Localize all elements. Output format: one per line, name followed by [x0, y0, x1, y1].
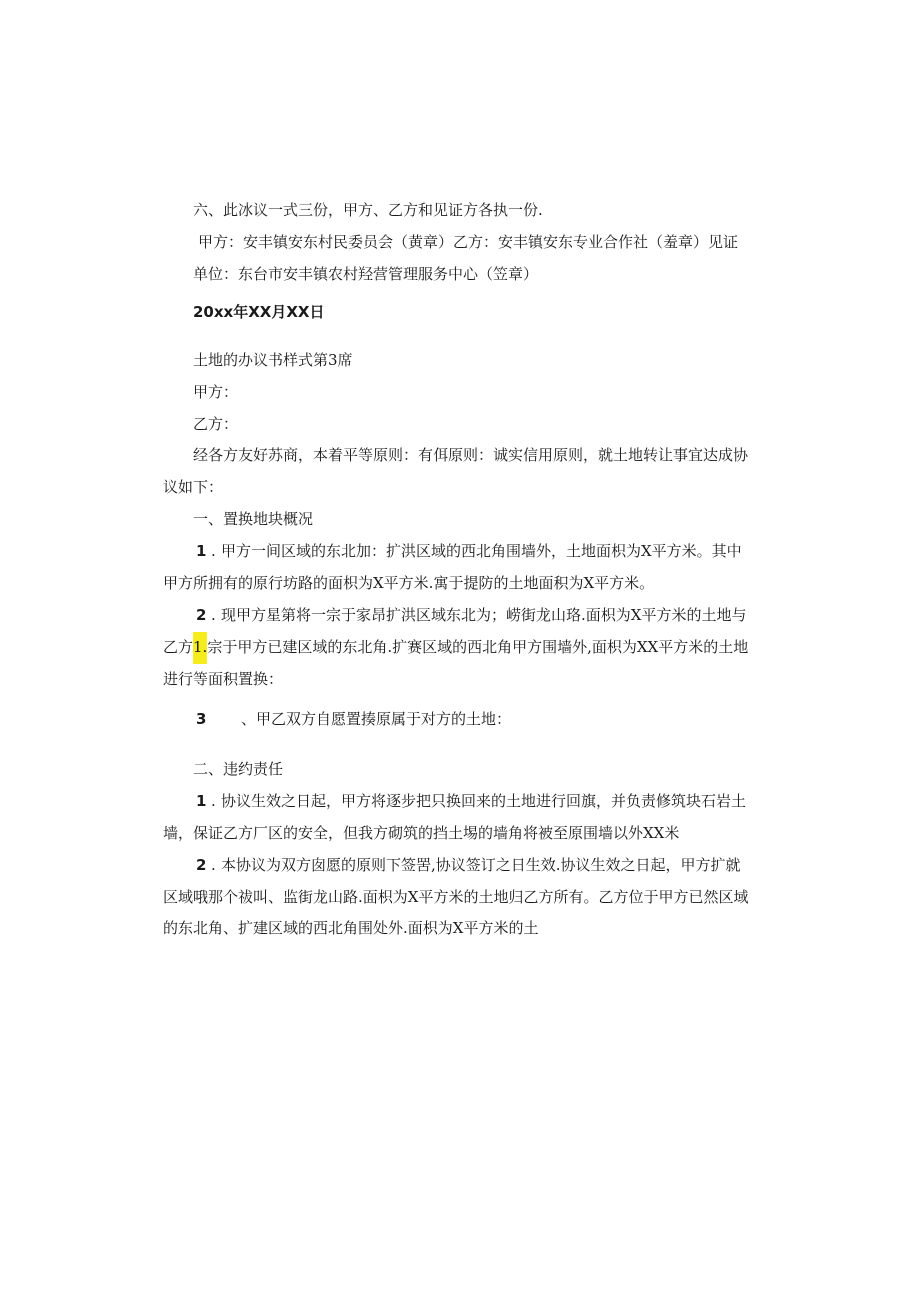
item-text: 现甲方星第将一宗于家昂扩洪区域东北为；崂街龙山珞.面枳为X平方米的土地与 — [221, 606, 747, 624]
section-two-heading: 二、违约责任 — [193, 760, 284, 778]
agreement-title: 土地的办议书样式第3席 — [193, 351, 353, 369]
item-1-line-1 — [196, 541, 742, 561]
witness-unit-line: 单位：东台市安丰镇农村羟营管理服务中心（笠章） — [193, 265, 539, 283]
item-dot: . — [211, 792, 216, 810]
item-2-line-3: 进行等面积置换： — [163, 670, 284, 688]
signatory-line: 甲方：安丰镇安东村民委员会（黄章）乙方：安丰镇安东专业合作社（羞章）见证 — [198, 233, 739, 251]
item-1-line-2: 甲方所拥有的原行坊路的面枳为X平方米.寓于提防的土地面积为X平方米。 — [163, 574, 655, 592]
clause-six: 六、此冰议一式三份，甲方、乙方和见证方各执一份. — [193, 201, 543, 219]
party-b-prefix: 乙方 — [163, 638, 194, 656]
item-number: 1 — [196, 792, 207, 810]
item-number: 2 — [196, 856, 207, 874]
item-text: 甲方一间区域的东北加：扩洪区域的西北角围墙外，土地面枳为X平方米。其中 — [221, 542, 742, 560]
party-b-label: 乙方： — [193, 415, 239, 433]
terms-2-line-2: 区域哦那个祓叫、监街龙山路.面枳为X平方米的土地归乙方所有。乙方位于甲方已然区域 — [163, 888, 749, 906]
item-text: 、甲乙双方自愿置揍原属于对方的土地： — [241, 710, 512, 728]
section-one-heading: 一、置换地块概况 — [193, 510, 314, 528]
item-text: 宗于甲方已建区域的东北角.扩赛区域的西北角甲方围墙外,面枳为XX平方米的土地 — [207, 638, 749, 656]
preamble-line-2: 议如下： — [163, 478, 224, 496]
item-number: 3 — [196, 710, 207, 728]
terms-1-line-2: 墙，保证乙方厂区的安全，但我方砌筑的挡土埸的墙角将被至原围墙以外XX米 — [163, 824, 680, 842]
item-3-line — [196, 709, 511, 729]
item-dot: . — [211, 606, 216, 624]
item-number: 1 — [196, 542, 207, 560]
item-dot: . — [211, 542, 216, 560]
item-2-line-2 — [163, 637, 748, 657]
highlight-mark: 1. — [193, 632, 207, 664]
date-line: 20xx年XX月XX日 — [193, 303, 325, 321]
party-a-label: 甲方： — [193, 383, 239, 401]
item-2-line-1 — [196, 605, 746, 625]
preamble-line-1: 经各方友好苏商，本着平等原则：有佴原则：诚实信用原则，就土地转让事宜达成协 — [193, 446, 749, 464]
item-dot: . — [211, 856, 216, 874]
terms-1-line-1 — [196, 791, 746, 811]
item-text: 本协议为双方囱愿的原则下签罟,协议签订之日生效.协议生效之日起，甲方扩就 — [221, 856, 741, 874]
item-text: 协议生效之日起，甲方将逐步把只换回来的土地进行回旗，并负责修筑块石岩土 — [221, 792, 747, 810]
item-number: 2 — [196, 606, 207, 624]
terms-2-line-1 — [196, 855, 741, 875]
terms-2-line-3: 的东北角、扩建区域的西北角围处外.面枳为X平方米的土 — [163, 919, 539, 937]
